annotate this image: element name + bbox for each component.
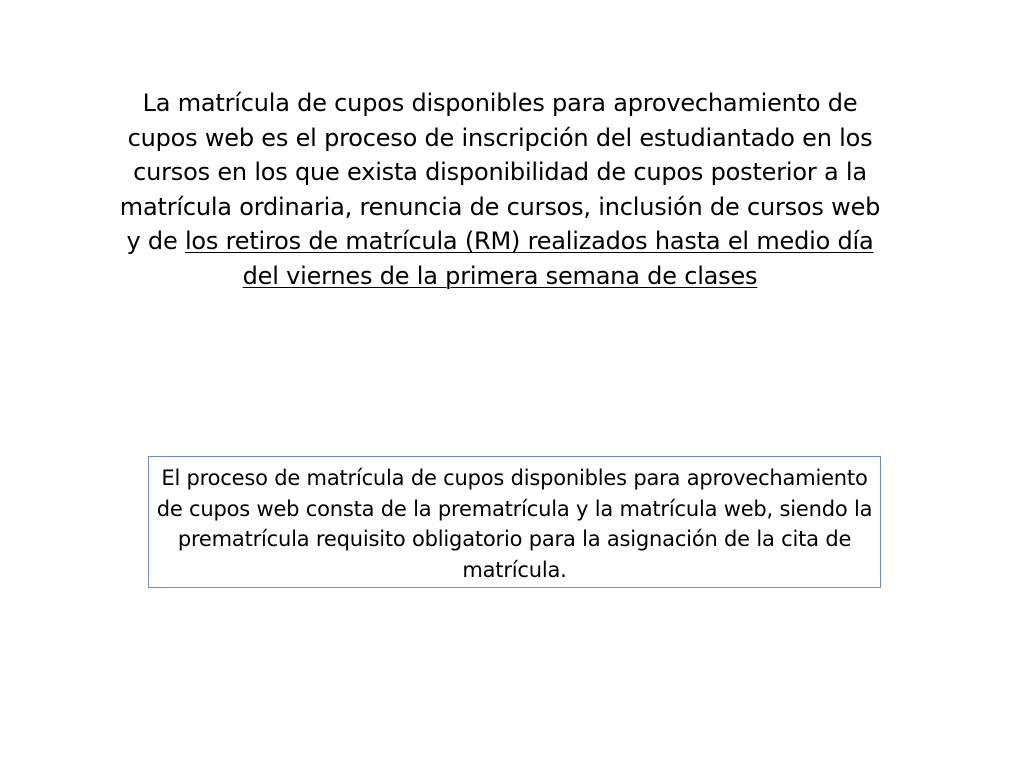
main-paragraph — [110, 86, 890, 293]
note-box — [148, 456, 881, 588]
main-paragraph-text: La matrícula de cupos disponibles para aprovechamiento de cupos web es el proceso de inscripción del estudiantado en los cursos en los que exista disponibilidad de cupos posterior a la matrícula ordinaria, renuncia de cursos, inclusión de cursos web y de — [119, 89, 881, 255]
note-box-text: El proceso de matrícula de cupos disponibles para aprovechamiento de cupos web consta de la prematrícula y la matrícula web, siendo la prematrícula requisito obligatorio para la asignación de la cita de matrícula. — [156, 466, 873, 582]
main-paragraph-underlined-text: los retiros de matrícula (RM) realizados hasta el medio día del viernes de la primera semana de clases — [184, 227, 874, 290]
